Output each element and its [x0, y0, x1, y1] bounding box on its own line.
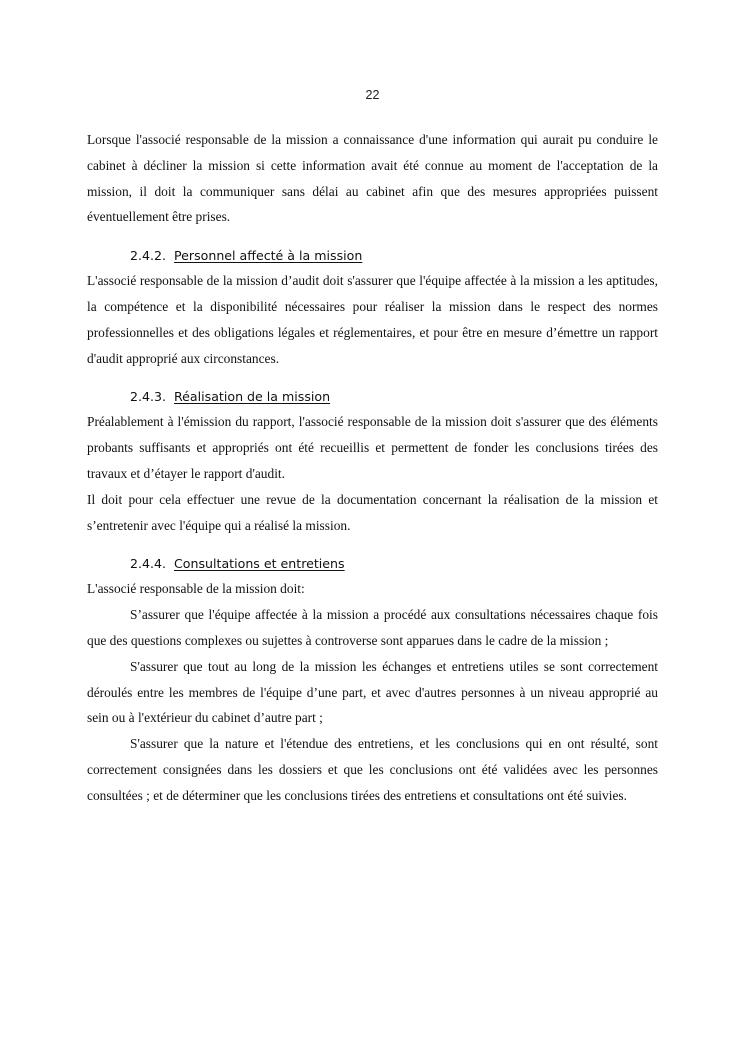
section-paragraph: L'associé responsable de la mission doit:: [87, 581, 305, 597]
section-paragraph: Préalablement à l'émission du rapport, l'associé responsable de la mission doit s'assurer que des éléments probants suffisants et appropriés ont été recueillis et permettent de fonder les conclusions tirées des travaux et d’étayer le rapport d'audit.: [87, 414, 658, 481]
section-title: Consultations et entretiens: [174, 556, 345, 572]
page-number: 22: [365, 88, 380, 102]
section-number: 2.4.4.: [130, 556, 167, 572]
list-item: S’assurer que l'équipe affectée à la mission a procédé aux consultations nécessaires chaque fois que des questions complexes ou sujettes à controverse sont apparues dans le cadre de la mission ;: [87, 607, 658, 648]
section-number: 2.4.2.: [130, 248, 167, 264]
intro-paragraph: Lorsque l'associé responsable de la mission a connaissance d'une information qui aurait pu conduire le cabinet à décliner la mission si cette information avait été connue au moment de l'acceptation de la mission, il doit la communiquer sans délai au cabinet afin que des mesures appropriées puissent éventuellement être prises.: [87, 132, 658, 225]
section-title: Réalisation de la mission: [174, 389, 331, 405]
section-heading-2-4-2: [87, 244, 658, 268]
list-item: S'assurer que tout au long de la mission les échanges et entretiens utiles se sont correctement déroulés entre les membres de l'équipe d’une part, et avec d'autres personnes à un niveau approprié au sein ou à l'extérieur du cabinet d’autre part ;: [87, 658, 658, 726]
section-title: Personnel affecté à la mission: [174, 248, 363, 264]
section-paragraph: L'associé responsable de la mission d’audit doit s'assurer que l'équipe affectée à la mission a les aptitudes, la compétence et la disponibilité nécessaires pour réaliser la mission dans le respect des normes professionnelles et des obligations légales et réglementaires, et pour être en mesure d’émettre un rapport d'audit approprié aux circonstances.: [87, 273, 658, 366]
section-heading-2-4-3: [87, 385, 658, 409]
list-item: S'assurer que la nature et l'étendue des entretiens, et les conclusions qui en ont résulté, sont correctement consignées dans les dossiers et que les conclusions ont été validées avec les personnes consultées ; et de déterminer que les conclusions tirées des entretiens et consultations ont été suivies.: [87, 736, 658, 803]
section-paragraph: Il doit pour cela effectuer une revue de la documentation concernant la réalisation de la mission et s’entretenir avec l'équipe qui a réalisé la mission.: [87, 491, 658, 533]
section-heading-2-4-4: [87, 552, 658, 576]
section-number: 2.4.3.: [130, 389, 167, 405]
page-content: [87, 127, 658, 809]
